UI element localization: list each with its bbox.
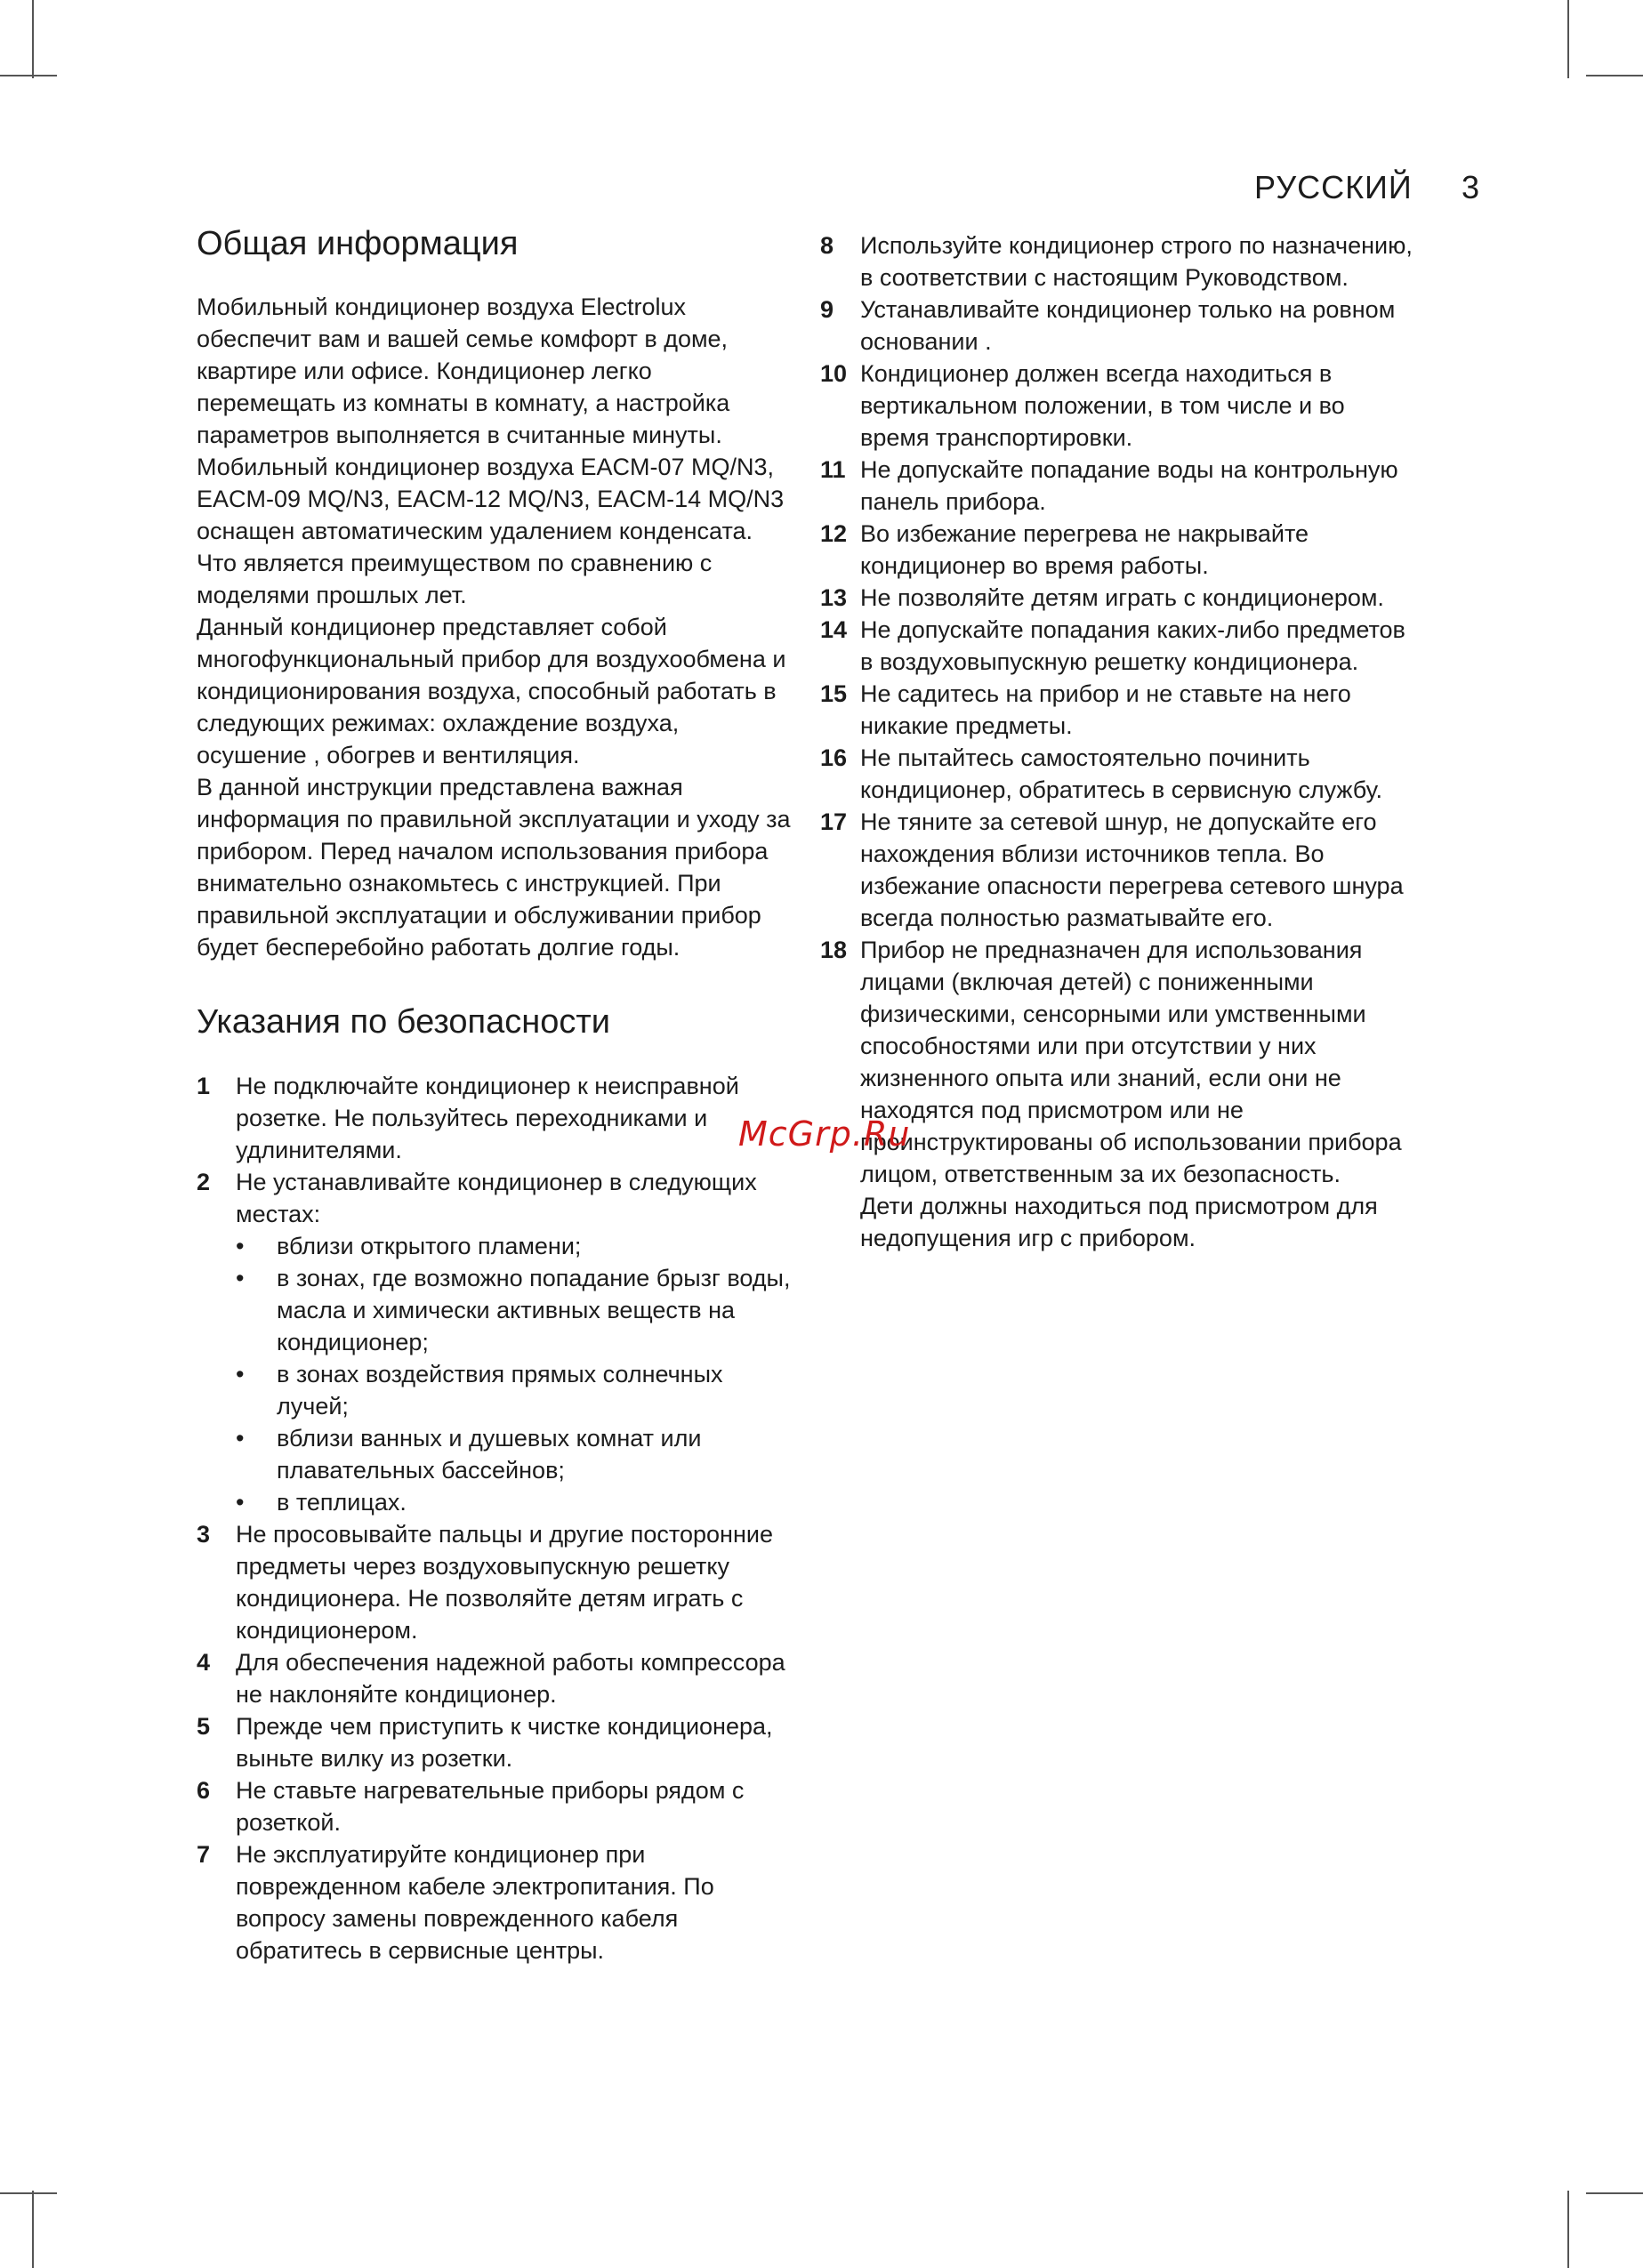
item-number: 12 — [820, 520, 848, 547]
item-text: Кондиционер должен всегда находиться в вертикальном положении, в том числе и во время транспортировки. — [860, 360, 1345, 451]
safety-item — [197, 1710, 793, 1774]
bullet-item — [236, 1422, 793, 1486]
item-text: Не просовывайте пальцы и другие посторонние предметы через воздуховыпускную решетку кондиционера. Не позволяйте детям играть с кондиционером. — [236, 1520, 773, 1644]
item-number: 6 — [197, 1776, 211, 1804]
safety-item — [820, 806, 1416, 934]
bullet-item — [236, 1486, 793, 1518]
item-number: 16 — [820, 744, 848, 771]
safety-item — [197, 1838, 793, 1966]
item-number: 2 — [197, 1168, 211, 1195]
bullet-icon: • — [236, 1264, 245, 1291]
item-text: Не садитесь на прибор и не ставьте на него никакие предметы. — [860, 680, 1351, 739]
general-paragraph: Мобильный кондиционер воздуха EACM-07 MQ/N3, EACM-09 MQ/N3, EACM-12 MQ/N3, EACM-14 MQ/N3 оснащен автоматическим удалением конденсата. Что является преимуществом по сравнению с моделями прошлых лет. — [197, 454, 785, 609]
safety-item — [197, 1646, 793, 1710]
crop-mark — [32, 0, 34, 78]
crop-mark — [1586, 75, 1643, 76]
safety-item — [820, 518, 1416, 582]
general-paragraph: Данный кондиционер представляет собой многофункциональный прибор для воздухообмена и кондиционирования воздуха, способный работать в следующих режимах: охлаждение воздуха, осушение , обогрев и вентиляция. — [197, 614, 786, 769]
item-text: Прибор не предназначен для использования лицами (включая детей) с пониженными физическими, сенсорными или умственными способностями или при отсутствии у них жизненного опыта или знаний, если они не находятся под присмотром или не проинструктированы об использовании прибора лицом, ответственным за их безопасность. — [860, 937, 1402, 1187]
safety-item — [197, 1166, 793, 1518]
safety-item — [820, 742, 1416, 806]
bullet-icon: • — [236, 1232, 245, 1259]
item-text: Не подключайте кондиционер к неисправной розетке. Не пользуйтесь переходниками и удлинителями. — [236, 1072, 739, 1163]
crop-mark — [0, 2192, 57, 2194]
safety-item — [820, 934, 1416, 1254]
bullet-icon: • — [236, 1360, 245, 1387]
safety-list — [197, 1070, 793, 1966]
bullet-text: в зонах, где возможно попадание брызг воды, масла и химически активных веществ на кондиционер; — [277, 1264, 791, 1355]
bullet-text: в теплицах. — [277, 1488, 407, 1516]
safety-item — [197, 1070, 793, 1166]
item-text: Не ставьте нагревательные приборы рядом с розеткой. — [236, 1776, 745, 1836]
item-text: Не допускайте попадание воды на контрольную панель прибора. — [860, 456, 1398, 515]
page-header — [1254, 169, 1486, 213]
item-number: 4 — [197, 1648, 211, 1676]
bullet-text: вблизи открытого пламени; — [277, 1232, 582, 1259]
watermark: McGrp.Ru — [738, 1114, 911, 1154]
item-text: Для обеспечения надежной работы компрессора не наклоняйте кондиционер. — [236, 1648, 785, 1708]
language-label: РУССКИЙ — [1254, 169, 1413, 205]
bullet-item — [236, 1230, 793, 1262]
safety-item — [820, 454, 1416, 518]
item-number: 10 — [820, 360, 848, 387]
safety-item — [820, 614, 1416, 678]
bullet-text: в зонах воздействия прямых солнечных лучей; — [277, 1360, 723, 1420]
bullet-text: вблизи ванных и душевых комнат или плавательных бассейнов; — [277, 1424, 702, 1484]
item-number: 1 — [197, 1072, 211, 1099]
item-text: Используйте кондиционер строго по назначению, в соответствии с настоящим Руководством. — [860, 232, 1413, 291]
safety-item — [197, 1774, 793, 1838]
general-info-title: Общая информация — [197, 225, 519, 262]
safety-item — [197, 1518, 793, 1646]
item-number: 8 — [820, 232, 834, 259]
item-text: Прежде чем приступить к чистке кондиционера, выньте вилку из розетки. — [236, 1712, 773, 1772]
item-number: 13 — [820, 584, 848, 611]
item-text: Не позволяйте детям играть с кондиционером. — [860, 584, 1384, 611]
item-number: 14 — [820, 616, 848, 643]
safety-item — [820, 229, 1416, 294]
crop-mark — [1567, 0, 1569, 78]
item-number: 17 — [820, 808, 848, 835]
bullet-icon: • — [236, 1424, 245, 1452]
item-text: Не допускайте попадания каких-либо предметов в воздуховыпускную решетку кондиционера. — [860, 616, 1405, 675]
crop-mark — [1567, 2191, 1569, 2268]
left-column — [197, 222, 793, 1966]
item-text: Не эксплуатируйте кондиционер при поврежденном кабеле электропитания. По вопросу замены поврежденного кабеля обратитесь в сервисные центры. — [236, 1840, 714, 1964]
item-number: 11 — [820, 456, 846, 483]
item-number: 3 — [197, 1520, 211, 1548]
crop-mark — [0, 75, 57, 76]
page-number: 3 — [1462, 169, 1480, 205]
bullet-item — [236, 1358, 793, 1422]
item-number: 15 — [820, 680, 848, 707]
item-text: Во избежание перегрева не накрывайте кондиционер во время работы. — [860, 520, 1309, 579]
item-text: Устанавливайте кондиционер только на ровном основании . — [860, 296, 1396, 355]
item-text: Не устанавливайте кондиционер в следующих местах: — [236, 1168, 757, 1227]
safety-item — [820, 582, 1416, 614]
item-number: 7 — [197, 1840, 211, 1868]
item-text: Не пытайтесь самостоятельно починить кондиционер, обратитесь в сервисную службу. — [860, 744, 1382, 803]
general-paragraph: Мобильный кондиционер воздуха Electrolux обеспечит вам и вашей семье комфорт в доме, квартире или офисе. Кондиционер легко перемещать из комнаты в комнату, а настройка параметров выполняется в считанные минуты. — [197, 294, 730, 449]
item-number: 9 — [820, 296, 834, 323]
safety-title: Указания по безопасности — [197, 1003, 610, 1042]
item-extra-text: Дети должны находиться под присмотром для недопущения игр с прибором. — [860, 1193, 1378, 1251]
item-number: 5 — [197, 1712, 211, 1740]
safety-item — [820, 678, 1416, 742]
bullet-list — [236, 1230, 793, 1518]
general-paragraph: В данной инструкции представлена важная информация по правильной эксплуатации и уходу за прибором. Перед началом использования прибора внимательно ознакомьтесь с инструкцией. При правильной эксплуатации и обслуживании прибор будет бесперебойно работать долгие годы. — [197, 774, 791, 961]
bullet-icon: • — [236, 1488, 245, 1516]
safety-item — [820, 294, 1416, 358]
item-text: Не тяните за сетевой шнур, не допускайте его нахождения вблизи источников тепла. Во избежание опасности перегрева сетевого шнура всегда полностью разматывайте его. — [860, 808, 1404, 931]
safety-list-continued — [820, 229, 1416, 1254]
crop-mark — [1586, 2192, 1643, 2194]
crop-mark — [32, 2191, 34, 2268]
right-column — [820, 229, 1416, 1254]
item-number: 18 — [820, 937, 848, 963]
bullet-item — [236, 1262, 793, 1358]
safety-item — [820, 358, 1416, 454]
